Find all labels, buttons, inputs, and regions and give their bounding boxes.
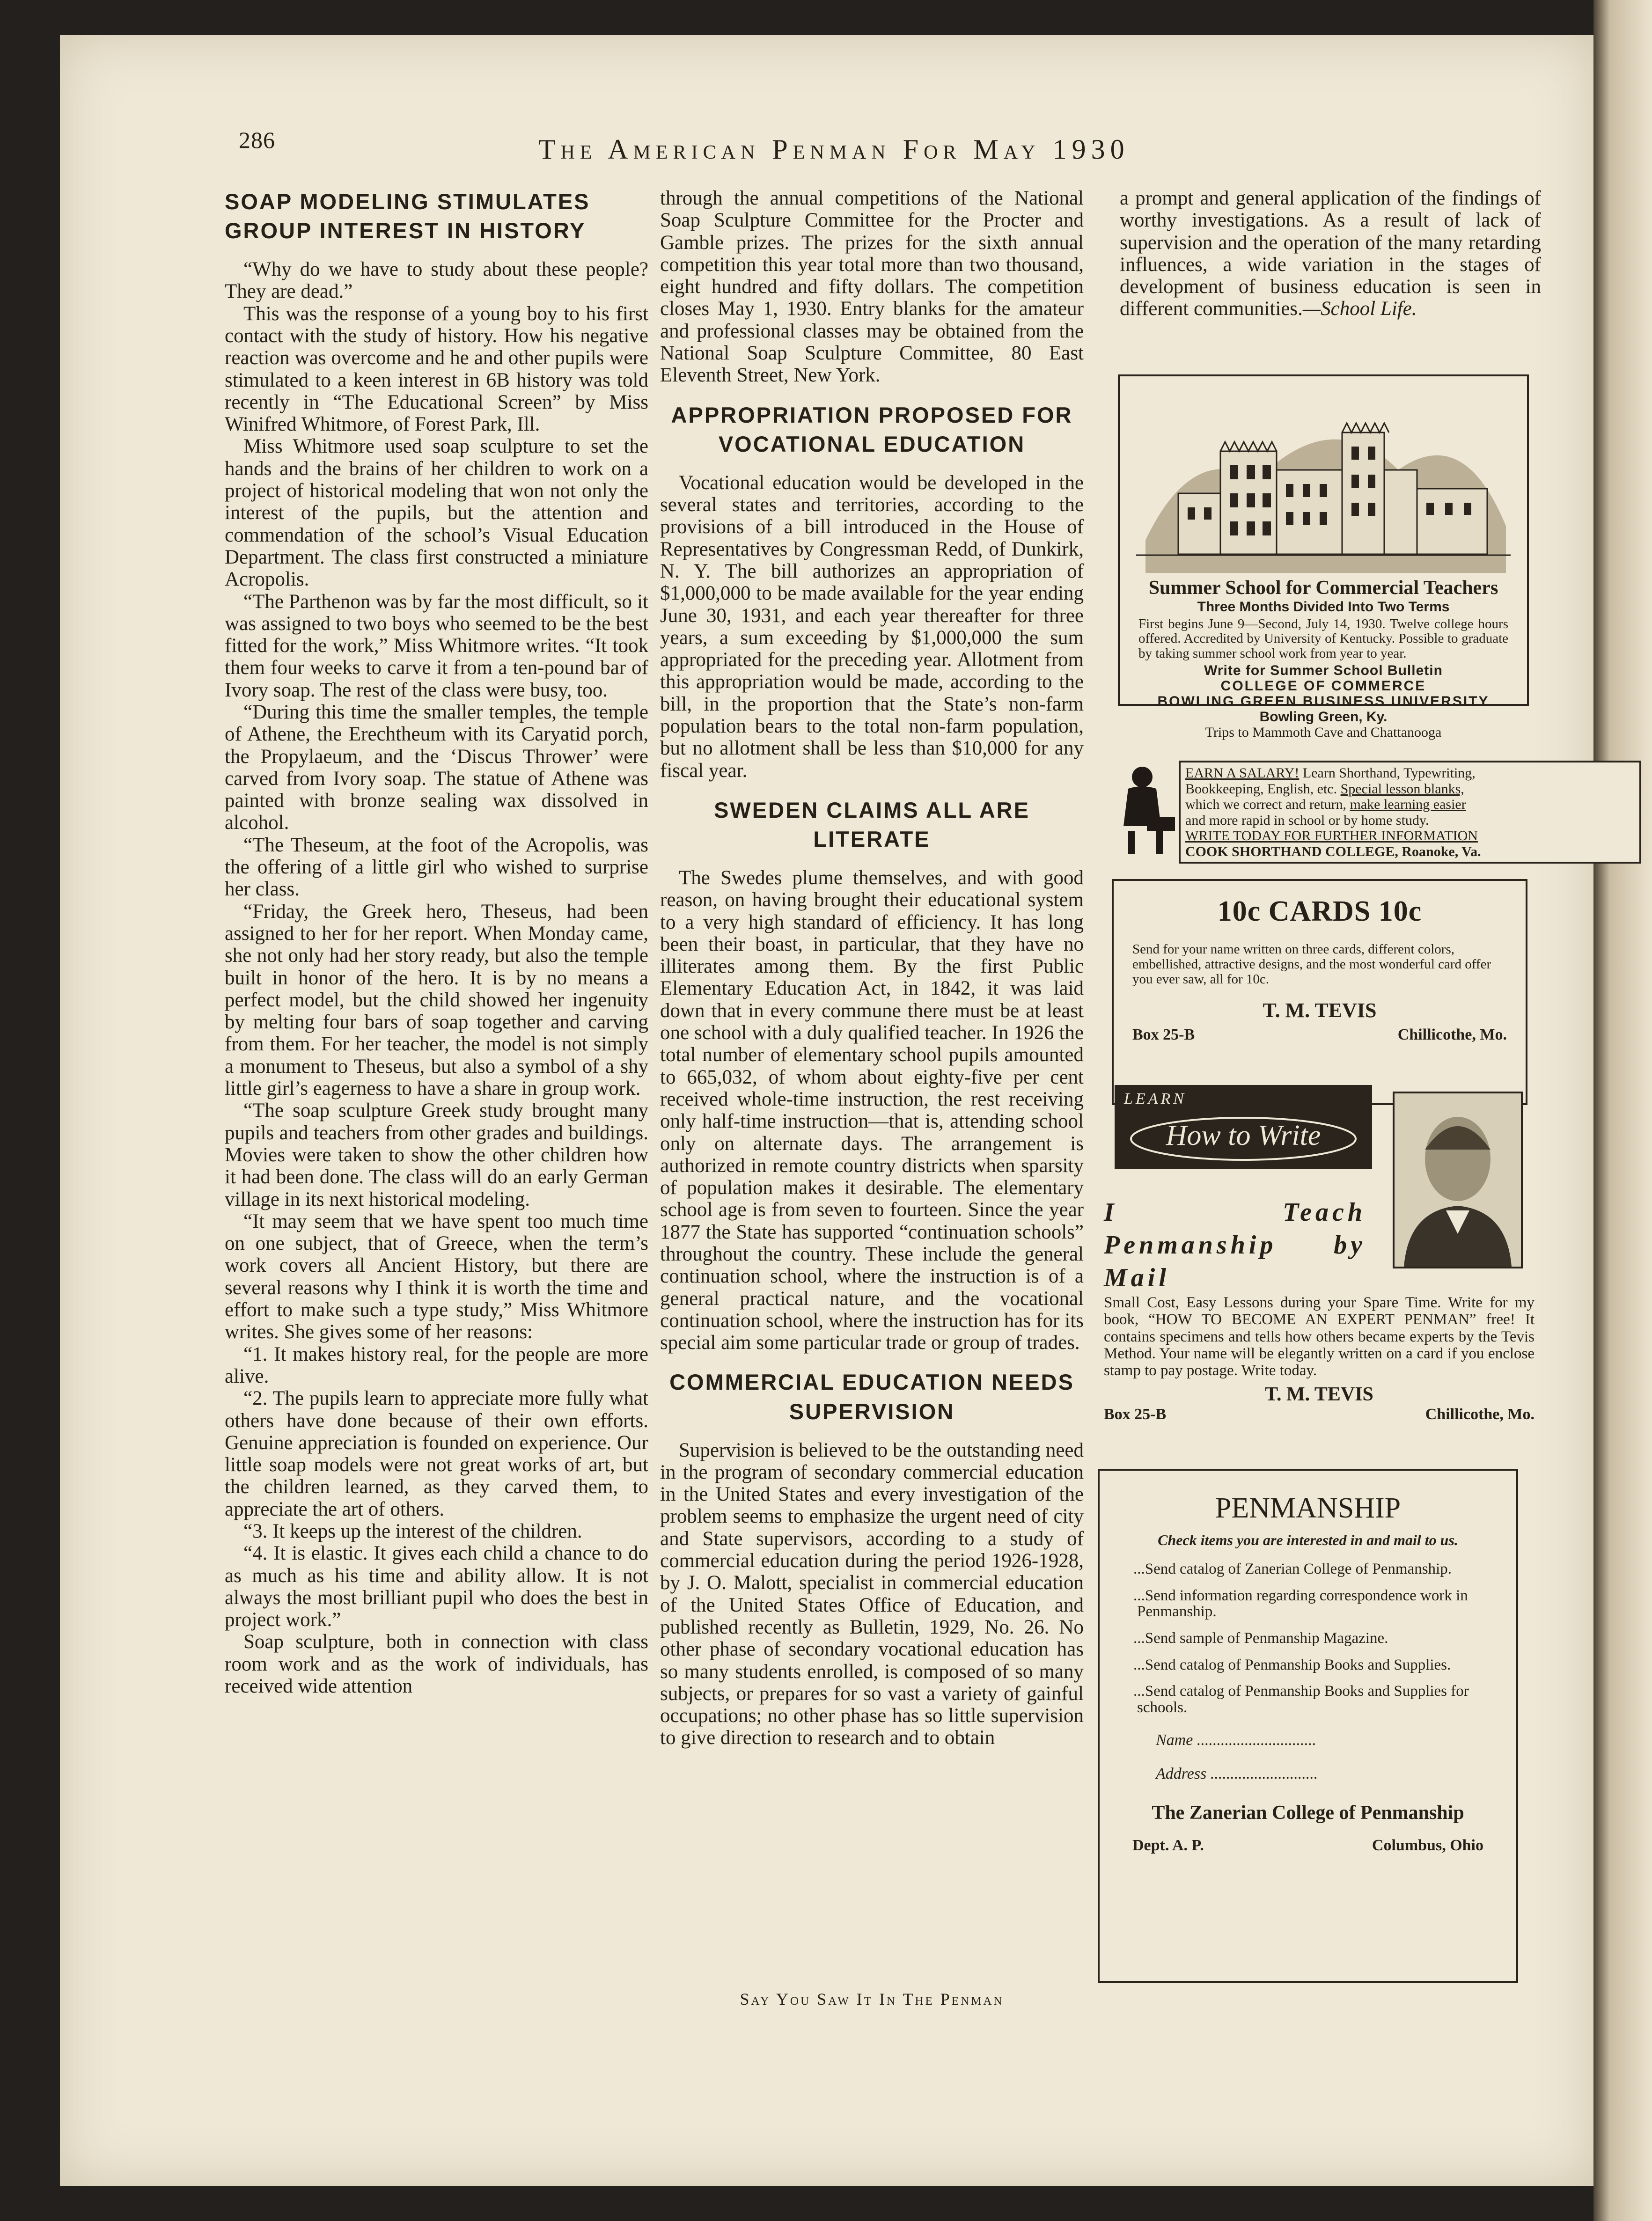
article-body-sweden: The Swedes plume themselves, and with good reason, on having brought their educational system to a very high standard of efficiency. It has long been their boast, in particular, that they have no illiterates among them. By the first Public Elementary Education Act, in 1842, it was laid down that in every commune there must be at least one school with a duly qualified teacher. In 1926 the total number of elementary school pupils amounted to 665,032, of whom about eighty-five per cent received whole-time instruction, the rest receiving only half-time instruction—that is, attending school only on alternate days. The arrangement is authorized in remote country districts when sparsity of population makes it desirable. The elementary school age is from seven to fourteen. Since the year 1877 the State has supported “continuation schools” throughout the country. These include the general continuation school, where the instruction is of a general practical nature, and the vocational continuation school, where the instruction has for its special aim some particular trade or group of trades. [660, 866, 1084, 1354]
ad-body: Send for your name written on three cards, different colors, embellished, attractive designs, and the most wonderful card offer you ever saw, all for 10c. [1132, 942, 1491, 987]
coupon-checklist-item: ...Send catalog of Penmanship Books and Supplies for schools. [1133, 1683, 1469, 1716]
article-paragraph: “1. It makes history real, for the people are more alive. [225, 1343, 648, 1387]
ad-name: T. M. TEVIS [1263, 998, 1377, 1022]
coupon-checklist-item: ...Send information regarding correspondence work in Penmanship. [1133, 1587, 1468, 1620]
article-paragraph: “The Theseum, at the foot of the Acropolis, was the offering of a little girl who wished to surprise her class. [225, 834, 648, 901]
coupon-checklist [1100, 1561, 1516, 1715]
ad-cook-shorthand [1118, 761, 1633, 857]
typist-figure-icon [1119, 761, 1175, 854]
ad-instructions: Check items you are interested in and mail to us. [1158, 1532, 1458, 1548]
ad-headline: 10c CARDS 10c [1217, 895, 1422, 927]
ad-body: Small Cost, Easy Lessons during your Spare Time. Write for my book, “HOW TO BECOME AN EXPERT PENMAN” free! It contains specimens and tells how others became experts by the Tevis Method. Your name will be elegantly written on a card if you enclose stamp to pay postage. Write today. [1104, 1294, 1535, 1379]
article-paragraph: “During this time the smaller temples, the temple of Athene, the Erechtheum with its Caryatid porch, the Propylaeum, and the ‘Discus Thrower’ were carved from Ivory soap. The statue of Athene was painted with bronze sealing wax dissolved in alcohol. [225, 701, 648, 834]
ad-headline: I Teach Penmanship by Mail [1104, 1198, 1366, 1292]
adjacent-page-edge [1593, 0, 1652, 2221]
ad-cook-text: EARN A SALARY! Learn Shorthand, Typewriting, Bookkeeping, English, etc. Special lesson blanks, which we correct and return, make learning easier and more rapid in school or by home study. WRITE TODAY FOR FURTHER INFORMATION COOK SHORTHAND COLLEGE, Roanoke, Va. [1179, 761, 1641, 864]
page-footer: Say You Saw It In The Penman [740, 1990, 1004, 2008]
ad-body: First begins June 9—Second, July 14, 1930. Twelve college hours offered. Accredited by University of Kentucky. Possible to graduate by taking summer school work from year to year. [1138, 616, 1508, 661]
coupon-checklist-item: ...Send catalog of Zanerian College of Penmanship. [1133, 1561, 1452, 1577]
article-paragraph: Soap sculpture, both in connection with class room work and as the work of individuals, has received wide attention [225, 1631, 648, 1698]
ad-bowling-green [1118, 374, 1529, 740]
article-paragraph: “Why do we have to study about these people? They are dead.” [225, 258, 648, 303]
ad-tevis-banner [1112, 1082, 1524, 1176]
article-paragraph: “3. It keeps up the interest of the children. [243, 1520, 582, 1542]
article-body-soap-modeling [225, 258, 648, 1697]
ad-name: The Zanerian College of Penmanship [1152, 1802, 1464, 1824]
learn-how-to-write-banner [1115, 1085, 1372, 1169]
ad-address-row: Dept. A. P. Columbus, Ohio [1132, 1836, 1483, 1854]
article-paragraph: “It may seem that we have spent too much time on one subject, that of Greece, when the term’s work covers all Ancient History, but there are several reasons why I think it is worth the time and effort to make such a type study,” Miss Whitmore writes. She gives some of her reasons: [225, 1210, 648, 1343]
article-paragraph: “The Parthenon was by far the most difficult, so it was assigned to two boys who seemed to be the best fitted for the work,” Miss Whitmore writes. “It took them four weeks to carve it from a ten-pound bar of Ivory soap. The rest of the class were busy, too. [225, 590, 648, 701]
article-paragraph: “Friday, the Greek hero, Theseus, had been assigned to her for her report. When Monday came, she not only had her story ready, but also the temple built in honor of the hero. It is by no means a perfect model, but the child showed her ingenuity by melting four bars of soap together and carving from them. For her teacher, the model is not simply a monument to Theseus, but also a symbol of a shy little girl’s eagerness to have a share in group work. [225, 900, 648, 1100]
ad-headline: PENMANSHIP [1215, 1492, 1401, 1524]
source-credit: —School Life. [1302, 298, 1417, 320]
ad-address-row: Box 25-B Chillicothe, Mo. [1132, 1026, 1507, 1043]
coupon-name-field: Name .............................. [1156, 1731, 1316, 1749]
ad-headline: Summer School for Commercial Teachers [1148, 577, 1498, 599]
article-paragraph: Miss Whitmore used soap sculpture to set the hands and the brains of her children to work on a project of historical modeling that won not only the interest of the pupils, but the attention and commendation of the school’s Visual Education Department. The class first constructed a miniature Acropolis. [225, 435, 648, 591]
article-body-commercial: Supervision is believed to be the outstanding need in the program of secondary commercial education in the United States and every investigation of the problem seems to emphasize the urgent need of city and State supervisors, according to a study of commercial education during the period 1926-1928, by J. O. Malott, specialist in commercial education of the United States Office of Education, and published recently as Bulletin, 1929, No. 26. No other phase of secondary vocational education has so many students enrolled, is composed of so many subjects, or prepares for so vast a variety of gainful occupations; no other phase has so little supervision to give direction to research and to obtain [660, 1439, 1084, 1749]
coupon-address-field: Address ........................... [1156, 1765, 1318, 1783]
coupon-checklist-item: ...Send sample of Penmanship Magazine. [1133, 1629, 1388, 1647]
page-number: 286 [239, 127, 275, 153]
ad-line: BOWLING GREEN BUSINESS UNIVERSITY [1157, 693, 1490, 709]
article-body-vocational: Vocational education would be developed in the several states and territories, according to the provisions of a bill introduced in the House of Representatives by Congressman Redd, of Dunkirk, N. Y. The bill authorizes an appropriation of $1,000,000 to be made available for the year ending June 30, 1931, and each year thereafter for three years, a sum exceeding by $1,000,000 the sum appropriated for the preceding year. Allotment from this appropriation would be made, according to the bill, in the proportion that the State’s non-farm population bears to the total non-farm population, but no allotment shall be less than $10,000 for any fiscal year. [660, 471, 1084, 782]
article-paragraph: “The soap sculpture Greek study brought many pupils and teachers from other grades and buildings. Movies were taken to show the other children how it had been done. The class will do an early German village in its next historical modeling. [225, 1100, 648, 1210]
article-heading-commercial: COMMERCIAL EDUCATION NEEDS SUPERVISION [669, 1370, 1074, 1424]
article-column-2 [660, 187, 1084, 1749]
ad-address-row: Box 25-B Chillicothe, Mo. [1104, 1405, 1535, 1423]
article-continuation-school-life: a prompt and general application of the findings of worthy investigations. As a result of lack of supervision and the operation of the many retarding influences, a wide variation in the stages of development of business education is seen in different communities.—School Life. [1120, 187, 1541, 320]
ad-line: COLLEGE OF COMMERCE [1220, 678, 1426, 694]
svg-text:LEARN: LEARN [1124, 1090, 1187, 1107]
article-paragraph: “4. It is elastic. It gives each child a chance to do as much as his time and ability allow. It is not always the most brilliant pupil who does the best in project work.” [225, 1542, 648, 1631]
ad-tevis [1104, 1180, 1535, 1423]
article-heading-vocational: APPROPRIATION PROPOSED FOR VOCATIONAL EDUCATION [671, 402, 1073, 456]
article-heading-sweden: SWEDEN CLAIMS ALL ARE LITERATE [714, 797, 1030, 851]
article-paragraph: “2. The pupils learn to appreciate more fully what others have done because of their own efforts. Genuine appreciation is founded on experience. Our little soap models were not great works of art, but the children learned, as they carved them, to appreciate the art of others. [225, 1387, 648, 1520]
article-column-3 [1120, 187, 1541, 320]
university-building-illustration [1136, 386, 1511, 573]
article-column-1 [225, 187, 648, 1697]
ad-zanerian-coupon [1098, 1469, 1518, 1983]
coupon-checklist-item: ...Send catalog of Penmanship Books and Supplies. [1133, 1656, 1451, 1673]
ad-10c-cards [1112, 879, 1527, 1105]
ad-line: Write for Summer School Bulletin [1204, 662, 1443, 678]
running-head: The American Penman For May 1930 [538, 134, 1130, 165]
ad-line: Trips to Mammoth Cave and Chattanooga [1205, 724, 1442, 740]
article-heading-soap-modeling: SOAP MODELING STIMULATES GROUP INTEREST IN HISTORY [225, 189, 590, 243]
article-paragraph: This was the response of a young boy to his first contact with the study of history. How his negative reaction was overcome and he and other pupils were stimulated to a keen interest in 6B history was told recently in “The Educational Screen” by Miss Winifred Whitmore, of Forest Park, Ill. [225, 302, 648, 436]
article-continuation: through the annual competitions of the National Soap Sculpture Committee for the Procter and Gamble prizes. The prizes for the sixth annual competition this year total more than two thousand, eight hundred and fifty dollars. The competition closes May 1, 1930. Entry blanks for the amateur and professional classes may be obtained from the National Soap Sculpture Committee, 80 East Eleventh Street, New York. [660, 187, 1084, 387]
ad-name: T. M. TEVIS [1265, 1384, 1373, 1406]
svg-text:How to Write: How to Write [1166, 1120, 1321, 1151]
ad-line: Bowling Green, Ky. [1259, 709, 1388, 725]
ad-subheadline: Three Months Divided Into Two Terms [1197, 599, 1450, 615]
